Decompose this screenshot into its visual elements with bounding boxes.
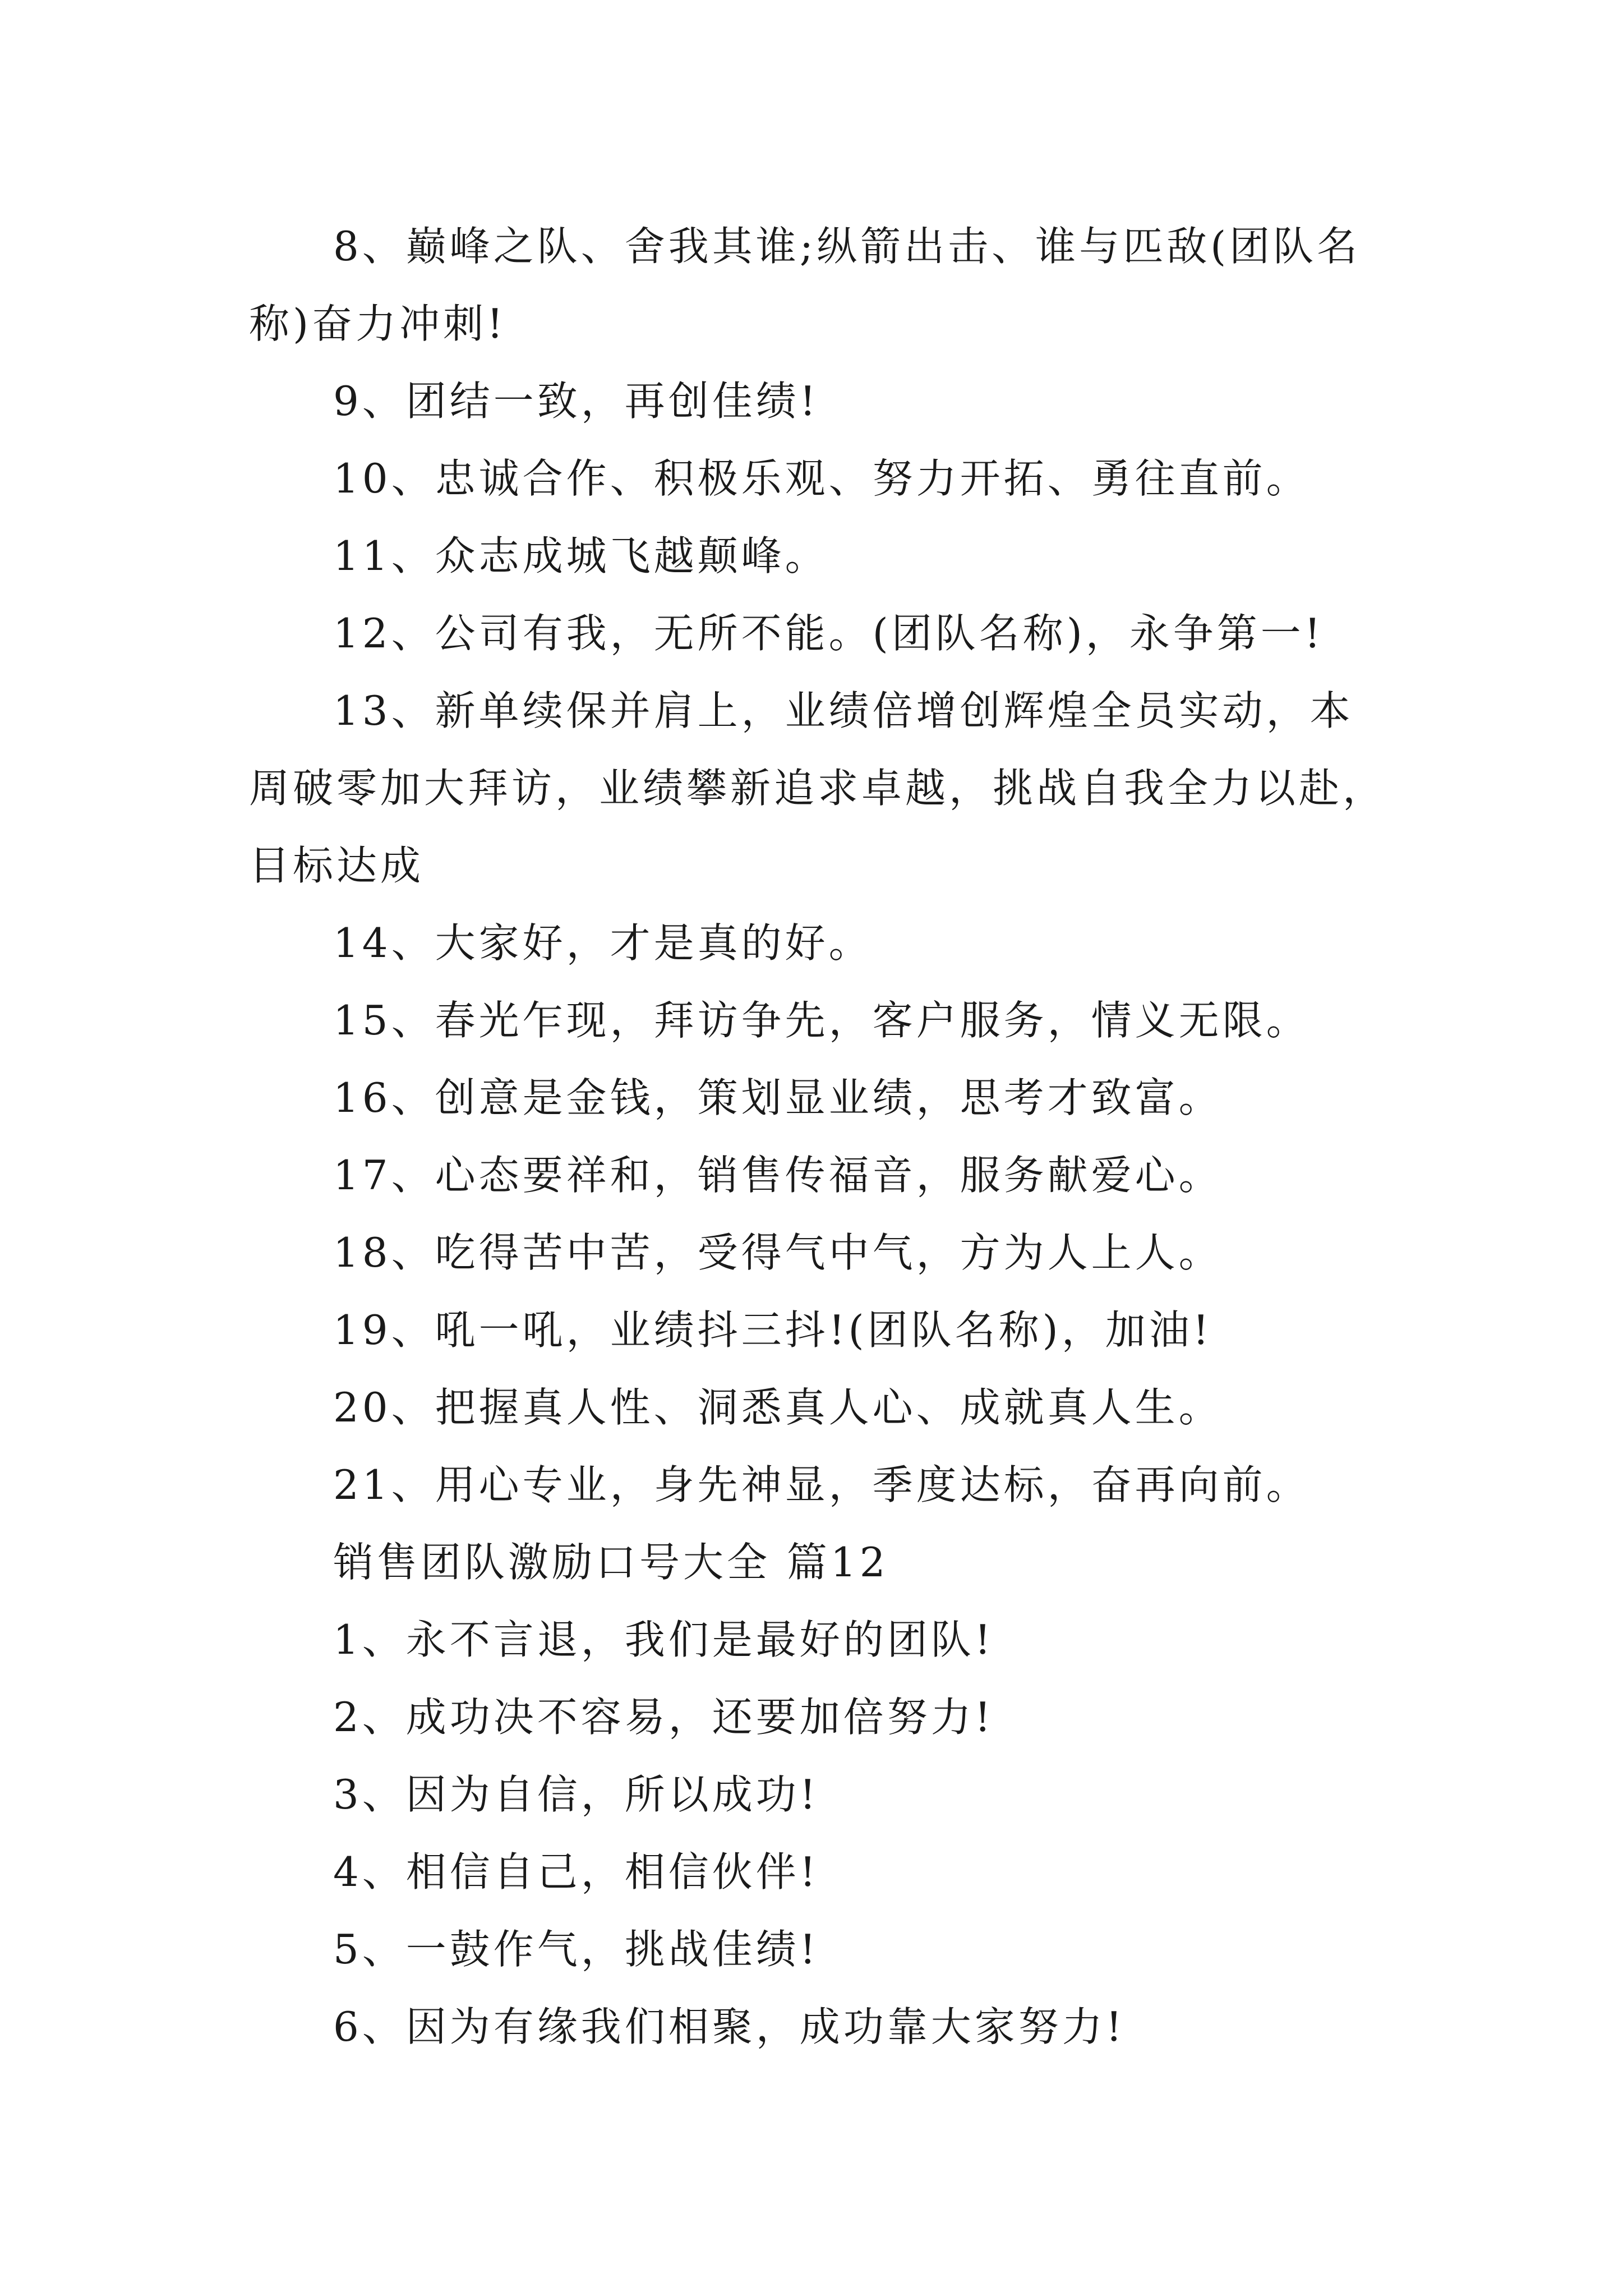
slogan-item: 13、新单续保并肩上，业绩倍增创辉煌全员实动，本周破零加大拜访，业绩攀新追求卓越，挑战自我全力以赴，目标达成 (249, 687, 1387, 889)
slogan-item: 3、因为自信，所以成功! (333, 1771, 819, 1818)
slogan-item: 8、巅峰之队、舍我其谁;纵箭出击、谁与匹敌(团队名称)奋力冲刺! (249, 223, 1361, 347)
slogan-item: 9、团结一致，再创佳绩! (333, 378, 819, 425)
slogan-item: 17、心态要祥和，销售传福音，服务献爱心。 (333, 1152, 1223, 1199)
slogan-item: 1、永不言退，我们是最好的团队! (333, 1616, 994, 1663)
slogan-item: 21、用心专业，身先神显，季度达标，奋再向前。 (333, 1461, 1310, 1508)
slogan-item: 5、一鼓作气，挑战佳绩! (333, 1926, 819, 1973)
slogan-item: 16、创意是金钱，策划显业绩，思考才致富。 (333, 1074, 1223, 1121)
document-body (249, 208, 1393, 2065)
slogan-item: 20、把握真人性、洞悉真人心、成就真人生。 (333, 1384, 1223, 1431)
slogan-item: 15、春光乍现，拜访争先，客户服务，情义无限。 (333, 997, 1310, 1044)
slogan-item: 12、公司有我，无所不能。(团队名称)，永争第一! (333, 610, 1324, 657)
slogan-item: 14、大家好，才是真的好。 (333, 919, 873, 967)
slogan-item: 11、众志成城飞越颠峰。 (333, 532, 829, 579)
slogan-item: 19、吼一吼，业绩抖三抖!(团队名称)，加油! (333, 1306, 1212, 1354)
slogan-item: 2、成功决不容易，还要加倍努力! (333, 1694, 994, 1741)
slogan-item: 4、相信自己，相信伙伴! (333, 1848, 819, 1895)
slogan-item: 6、因为有缘我们相聚，成功靠大家努力! (333, 2003, 1126, 2050)
slogan-item: 10、忠诚合作、积极乐观、努力开拓、勇往直前。 (333, 455, 1310, 502)
section-heading: 销售团队激励口号大全 篇12 (333, 1539, 889, 1586)
slogan-item: 18、吃得苦中苦，受得气中气，方为人上人。 (333, 1229, 1223, 1276)
